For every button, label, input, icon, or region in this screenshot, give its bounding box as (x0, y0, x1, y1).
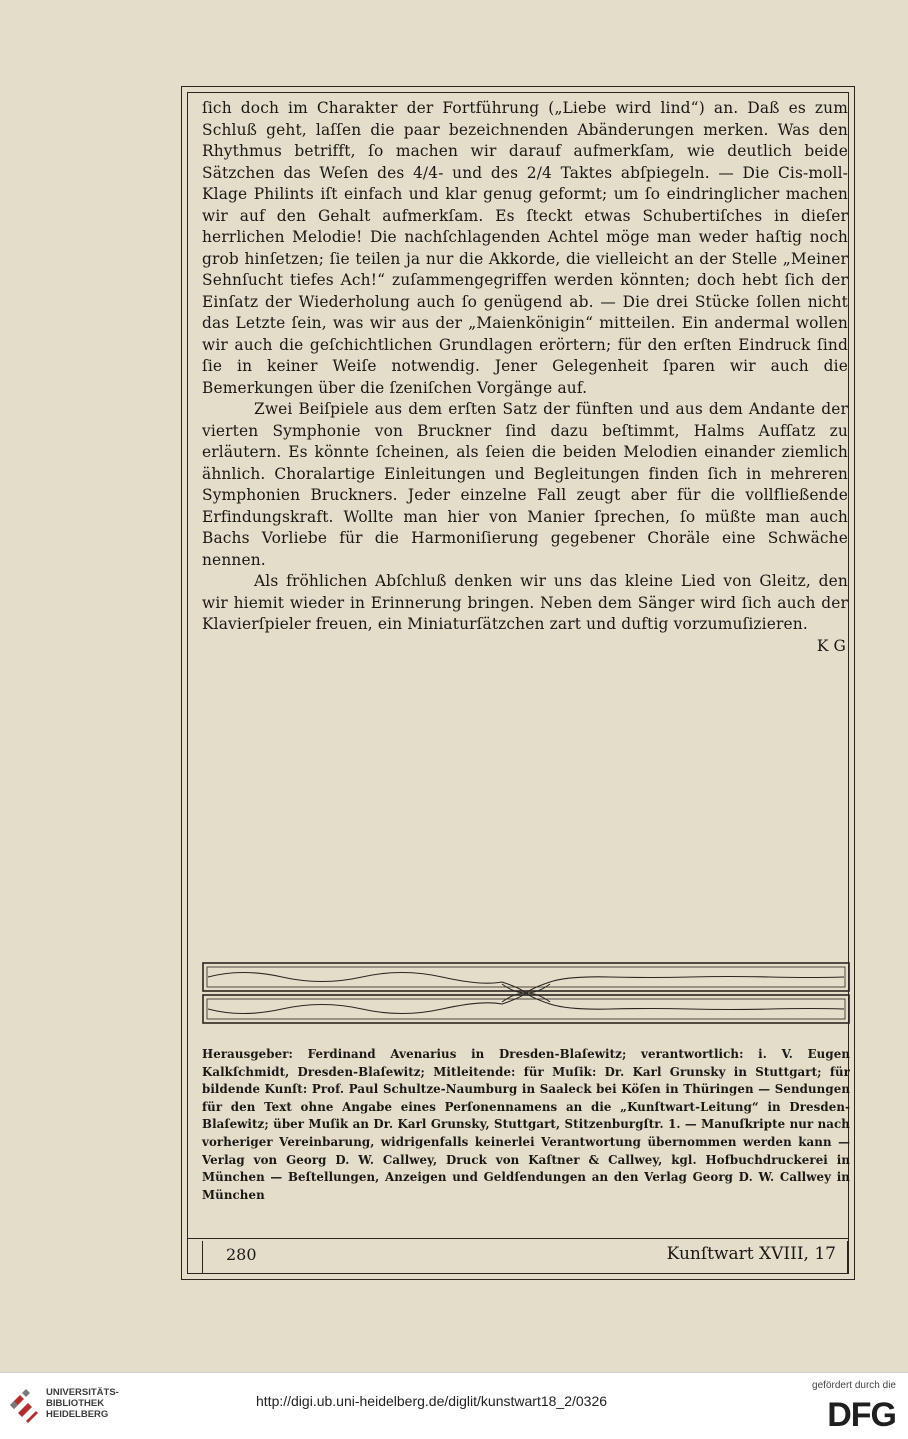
paragraph-2: Zwei Beiſpiele aus dem erſten Satz der fünften und aus dem Andante der vierten Symphonie von Bruckner ſind dazu beſtimmt, Halms Aufſatz zu erläutern. Es könnte ſcheinen, als ſeien die beiden Melodien einander ziemlich ähnlich. Choralartige Einleitungen und Begleitungen finden ſich in mehreren Symphonien Bruckners. Jeder einzelne Fall zeugt aber für die vollfließende Erfindungskraft. Wollte man hier von Manier ſprechen, ſo müßte man auch Bachs Vorliebe für die Harmoniſierung gegebener Choräle eine Schwäche nennen. (202, 400, 848, 569)
paragraph-3 (202, 571, 848, 655)
ornamental-divider (202, 962, 850, 1026)
viewer-footer-bar (0, 1372, 908, 1439)
permalink-url[interactable]: http://digi.ub.uni-heidelberg.de/diglit/kunstwart18_2/0326 (256, 1393, 608, 1409)
imprint-text: Herausgeber: Ferdinand Avenarius in Dresden-Blaſewitz; verantwortlich: i. V. Eugen Kalkſchmidt, Dresden-Blaſewitz; Mitleitende: für Muſik: Dr. Karl Grunsky in Stuttgart; für bildende Kunſt: Prof. Paul Schultze-Naumburg in Saaleck bei Köſen in Thüringen — Sendungen für den Text ohne Angabe eines Perſonennamens an die „Kunſtwart-Leitung“ in Dresden-Blaſewitz; über Muſik an Dr. Karl Grunsky, Stuttgart, Stitzenburgſtr. 1. — Manuſkripte nur nach vorheriger Vereinbarung, widrigenfalls keinerlei Verantwortung übernommen werden kann — Verlag von Georg D. W. Callwey, Druck von Kaſtner & Callwey, kgl. Hofbuchdruckerei in München — Beſtellungen, Anzeigen und Geldſendungen an den Verlag Georg D. W. Callwey in München (202, 1047, 850, 1202)
dfg-logo-icon[interactable]: DFG (827, 1396, 896, 1434)
paragraph-1: ſich doch im Charakter der Fortführung („Liebe wird lind“) an. Daß es zum Schluß geht, laſſen die paar bezeichnenden Abänderungen merken. Was den Rhythmus betrifft, ſo machen wir darauf aufmerkſam, wie deutlich beide Sätzchen das Weſen des 4/4- und des 2/4 Taktes abſpiegeln. — Die Cis-moll-Klage Philints iſt einfach und klar genug geformt; um ſo eindringlicher machen wir auf den Gehalt aufmerkſam. Es ſteckt etwas Schubertiſches in dieſer herrlichen Melodie! Die nachſchlagenden Achtel möge man weder haſtig noch grob hinſetzen; ſie teilen ja nur die Akkorde, die vielleicht an der Stelle „Meiner Sehnſucht tiefes Ach!“ zuſammengegriffen werden könnten; doch hebt ſich der Einſatz der Wiederholung auch ſo genügend ab. — Die drei Stücke ſollen nicht das Letzte ſein, was wir aus der „Maienkönigin“ mitteilen. Ein andermal wollen wir auch die geſchichtlichen Grundlagen erörtern; für den erſten Eindruck ſind ſie in keiner Weiſe notwendig. Jener Gelegenheit ſparen wir auch die Bemerkungen über die ſzeniſchen Vorgänge auf. (202, 99, 848, 397)
article-text (202, 98, 848, 657)
university-library-logo-icon[interactable] (8, 1383, 40, 1427)
library-name[interactable]: UNIVERSITÄTS- BIBLIOTHEK HEIDELBERG (46, 1387, 119, 1420)
paragraph-3-text: Als fröhlichen Abſchluß denken wir uns das kleine Lied von Gleitz, den wir hiemit wieder in Erinnerung bringen. Neben dem Sänger wird ſich auch der Klavierſpieler freuen, ein Miniaturſätzchen zart und duftig vorzumuſizieren. (202, 572, 848, 633)
author-signature: K G (816, 636, 846, 655)
running-head: Kunſtwart XVIII, 17 (666, 1244, 836, 1264)
sponsor-caption: gefördert durch die (812, 1380, 896, 1391)
footer-rule (187, 1238, 849, 1239)
page-number: 280 (226, 1245, 257, 1264)
